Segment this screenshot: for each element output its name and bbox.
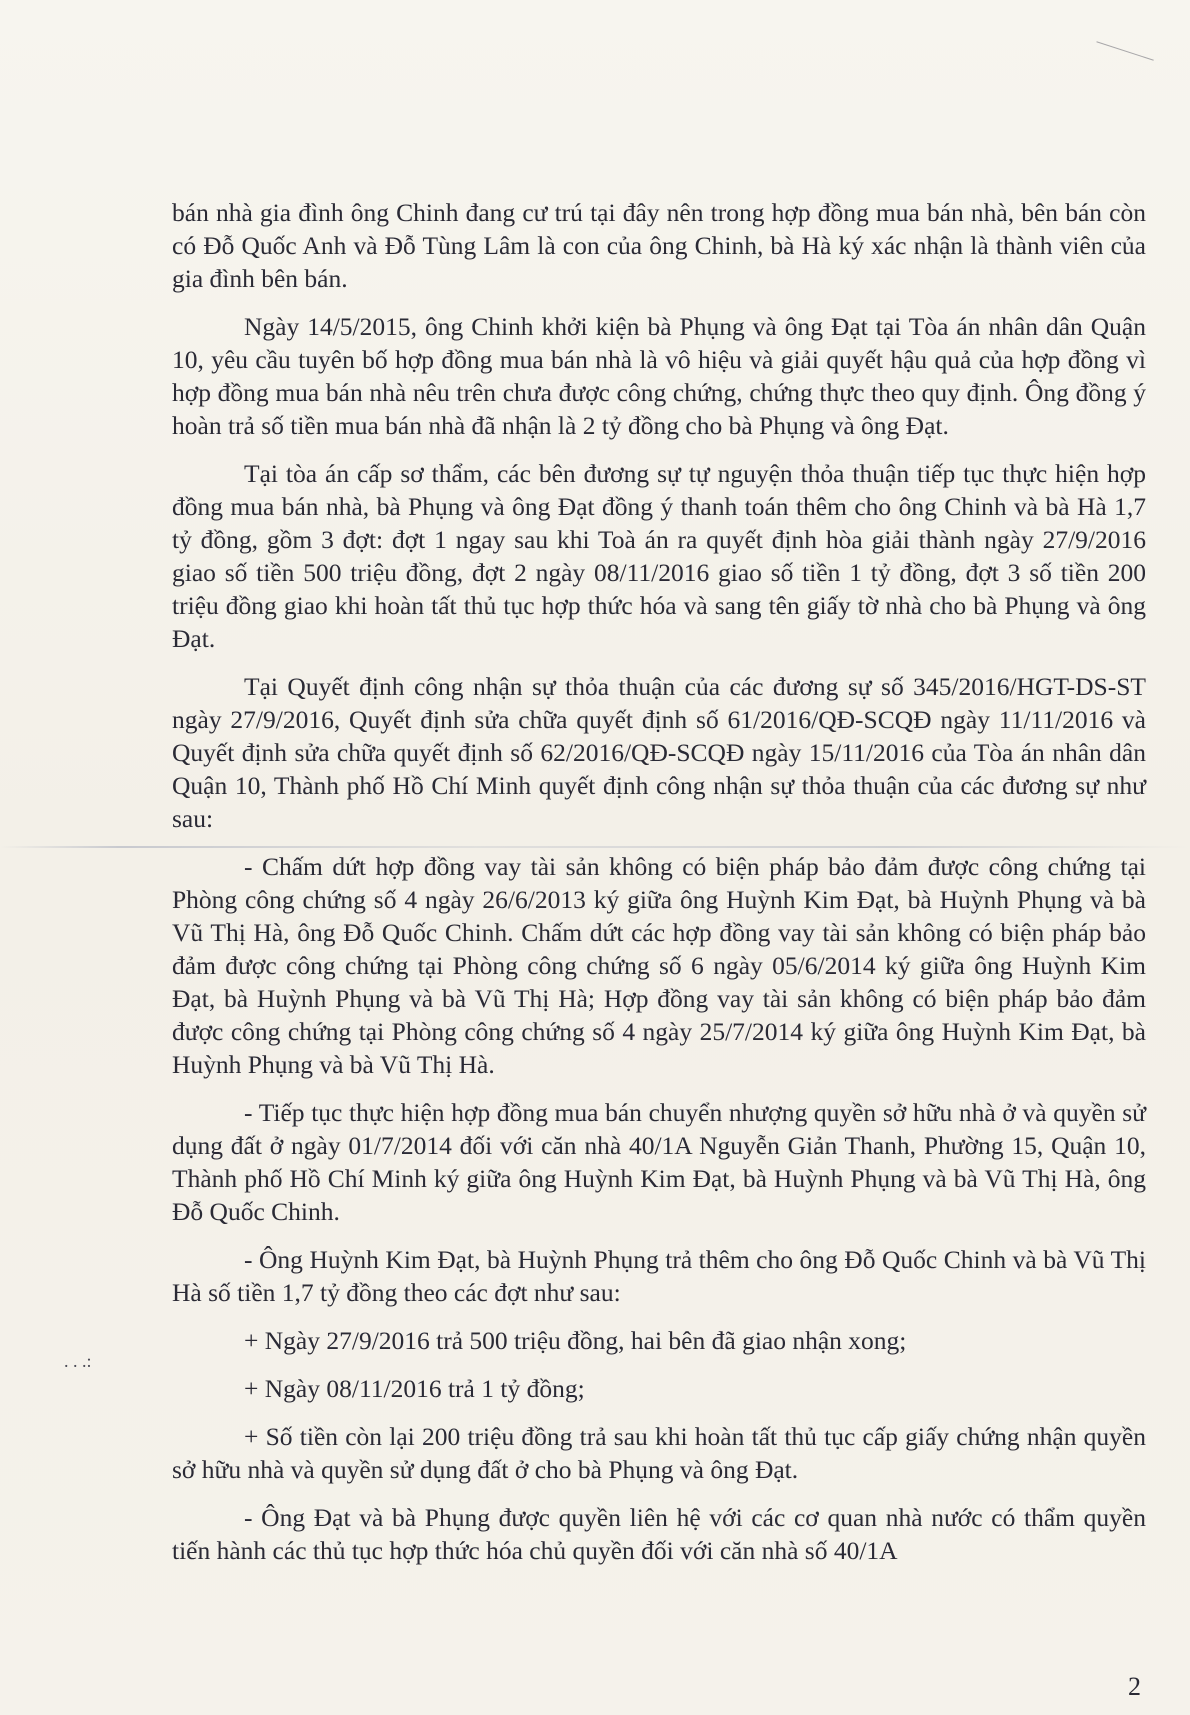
document-body bbox=[172, 196, 1146, 1582]
paragraph-continuation: bán nhà gia đình ông Chinh đang cư trú tại đây nên trong hợp đồng mua bán nhà, bên bán còn có Đỗ Quốc Anh và Đỗ Tùng Lâm là con của ông Chinh, bà Hà ký xác nhận là thành viên của gia đình bên bán. bbox=[172, 198, 1146, 293]
paragraph-continue-contract: - Tiếp tục thực hiện hợp đồng mua bán chuyển nhượng quyền sở hữu nhà ở và quyền sử dụng đất ở ngày 01/7/2014 đối với căn nhà 40/1A Nguyễn Giản Thanh, Phường 15, Quận 10, Thành phố Hồ Chí Minh ký giữa ông Huỳnh Kim Đạt, bà Huỳnh Phụng và bà Vũ Thị Hà, ông Đỗ Quốc Chinh. bbox=[172, 1098, 1146, 1226]
paragraph-legalization-rights: - Ông Đạt và bà Phụng được quyền liên hệ với các cơ quan nhà nước có thẩm quyền tiến hành các thủ tục hợp thức hóa chủ quyền đối với căn nhà số 40/1A bbox=[172, 1503, 1146, 1565]
payment-installment-3: + Số tiền còn lại 200 triệu đồng trả sau khi hoàn tất thủ tục cấp giấy chứng nhận quyền sở hữu nhà và quyền sử dụng đất ở cho bà Phụng và ông Đạt. bbox=[172, 1422, 1146, 1484]
paragraph-decision: Tại Quyết định công nhận sự thỏa thuận của các đương sự số 345/2016/HGT-DS-ST ngày 27/9/2016, Quyết định sửa chữa quyết định số 61/2016/QĐ-SCQĐ ngày 11/11/2016 và Quyết định sửa chữa quyết định số 62/2016/QĐ-SCQĐ ngày 15/11/2016 của Tòa án nhân dân Quận 10, Thành phố Hồ Chí Minh quyết định công nhận sự thỏa thuận của các đương sự như sau: bbox=[172, 672, 1146, 833]
paragraph-lawsuit: Ngày 14/5/2015, ông Chinh khởi kiện bà Phụng và ông Đạt tại Tòa án nhân dân Quận 10, yêu cầu tuyên bố hợp đồng mua bán nhà là vô hiệu và giải quyết hậu quả của hợp đồng vì hợp đồng mua bán nhà nêu trên chưa được công chứng, chứng thực theo quy định. Ông đồng ý hoàn trả số tiền mua bán nhà đã nhận là 2 tỷ đồng cho bà Phụng và ông Đạt. bbox=[172, 312, 1146, 440]
payment-installment-2: + Ngày 08/11/2016 trả 1 tỷ đồng; bbox=[244, 1374, 585, 1403]
paragraph-terminate-loans: - Chấm dứt hợp đồng vay tài sản không có biện pháp bảo đảm được công chứng tại Phòng công chứng số 4 ngày 26/6/2013 ký giữa ông Huỳnh Kim Đạt, bà Huỳnh Phụng và bà Vũ Thị Hà, ông Đỗ Quốc Chinh. Chấm dứt các hợp đồng vay tài sản không có biện pháp bảo đảm được công chứng tại Phòng công chứng số 6 ngày 05/6/2014 ký giữa ông Huỳnh Kim Đạt, bà Huỳnh Phụng và bà Vũ Thị Hà; Hợp đồng vay tài sản không có biện pháp bảo đảm được công chứng tại Phòng công chứng số 4 ngày 25/7/2014 ký giữa ông Huỳnh Kim Đạt, bà Huỳnh Phụng và bà Vũ Thị Hà. bbox=[172, 852, 1146, 1079]
payment-installment-1: + Ngày 27/9/2016 trả 500 triệu đồng, hai bên đã giao nhận xong; bbox=[244, 1326, 907, 1355]
page-number: 2 bbox=[1128, 1672, 1141, 1701]
scan-artifact-mark bbox=[1090, 41, 1154, 80]
paragraph-first-instance: Tại tòa án cấp sơ thẩm, các bên đương sự tự nguyện thỏa thuận tiếp tục thực hiện hợp đồng mua bán nhà, bà Phụng và ông Đạt đồng ý thanh toán thêm cho ông Chinh và bà Hà 1,7 tỷ đồng, gồm 3 đợt: đợt 1 ngay sau khi Toà án ra quyết định hòa giải thành ngày 27/9/2016 giao số tiền 500 triệu đồng, đợt 2 ngày 08/11/2016 giao số tiền 1 tỷ đồng, đợt 3 số tiền 200 triệu đồng giao khi hoàn tất thủ tục hợp thức hóa và sang tên giấy tờ nhà cho bà Phụng và ông Đạt. bbox=[172, 459, 1146, 653]
scan-speck-mark: . . .: bbox=[64, 1351, 92, 1371]
paragraph-payment-terms: - Ông Huỳnh Kim Đạt, bà Huỳnh Phụng trả thêm cho ông Đỗ Quốc Chinh và bà Vũ Thị Hà số tiền 1,7 tỷ đồng theo các đợt như sau: bbox=[172, 1245, 1146, 1307]
